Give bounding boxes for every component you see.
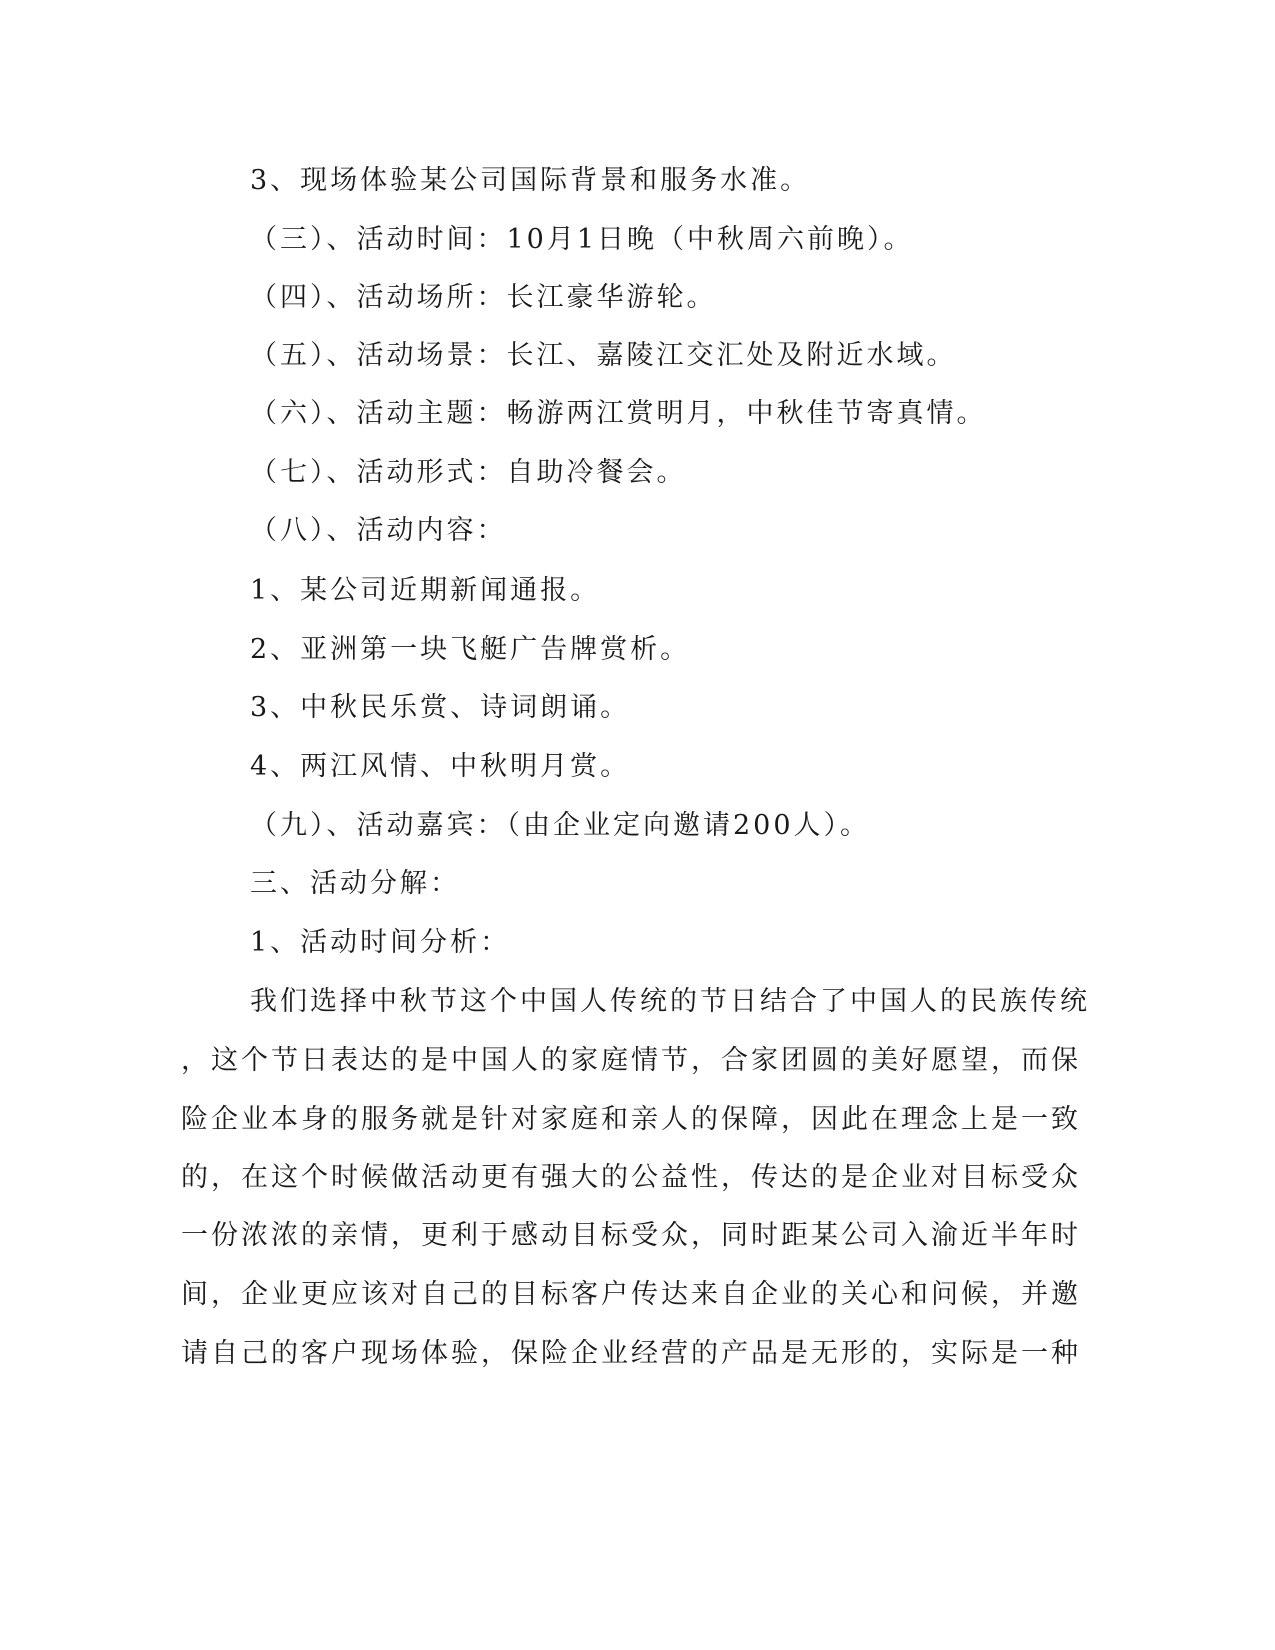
- paragraph-line: 间，企业更应该对自己的目标客户传达来自企业的关心和问候，并邀: [181, 1279, 1081, 1310]
- section-heading: （六）、活动主题：畅游两江赏明月，中秋佳节寄真情。: [250, 398, 987, 429]
- list-item: 4、两江风情、中秋明月赏。: [250, 751, 631, 782]
- section-heading: 三、活动分解：: [250, 868, 460, 899]
- list-item: 1、某公司近期新闻通报。: [250, 575, 601, 606]
- section-heading: （四）、活动场所：长江豪华游轮。: [250, 282, 717, 313]
- list-item: 3、现场体验某公司国际背景和服务水准。: [250, 165, 811, 196]
- section-heading: （九）、活动嘉宾：（由企业定向邀请200人）。: [250, 810, 871, 841]
- section-heading: （五）、活动场景：长江、嘉陵江交汇处及附近水域。: [250, 340, 957, 371]
- paragraph-line: 一份浓浓的亲情，更利于感动目标受众，同时距某公司入渝近半年时: [181, 1220, 1081, 1251]
- list-item: 2、亚洲第一块飞艇广告牌赏析。: [250, 634, 691, 665]
- subsection-heading: 1、活动时间分析：: [250, 927, 511, 958]
- list-item: 3、中秋民乐赏、诗词朗诵。: [250, 692, 631, 723]
- paragraph-line: 请自己的客户现场体验，保险企业经营的产品是无形的，实际是一种: [181, 1338, 1081, 1369]
- paragraph-line: 险企业本身的服务就是针对家庭和亲人的保障，因此在理念上是一致: [181, 1104, 1081, 1135]
- paragraph-line: 的，在这个时候做活动更有强大的公益性，传达的是企业对目标受众: [181, 1162, 1081, 1193]
- section-heading: （三）、活动时间：10月1日晚（中秋周六前晚）。: [250, 224, 914, 255]
- paragraph-line: ，这个节日表达的是中国人的家庭情节，合家团圆的美好愿望，而保: [181, 1045, 1081, 1076]
- section-heading: （八）、活动内容：: [250, 515, 507, 546]
- paragraph-line: 我们选择中秋节这个中国人传统的节日结合了中国人的民族传统: [250, 986, 1090, 1017]
- section-heading: （七）、活动形式：自助冷餐会。: [250, 457, 687, 488]
